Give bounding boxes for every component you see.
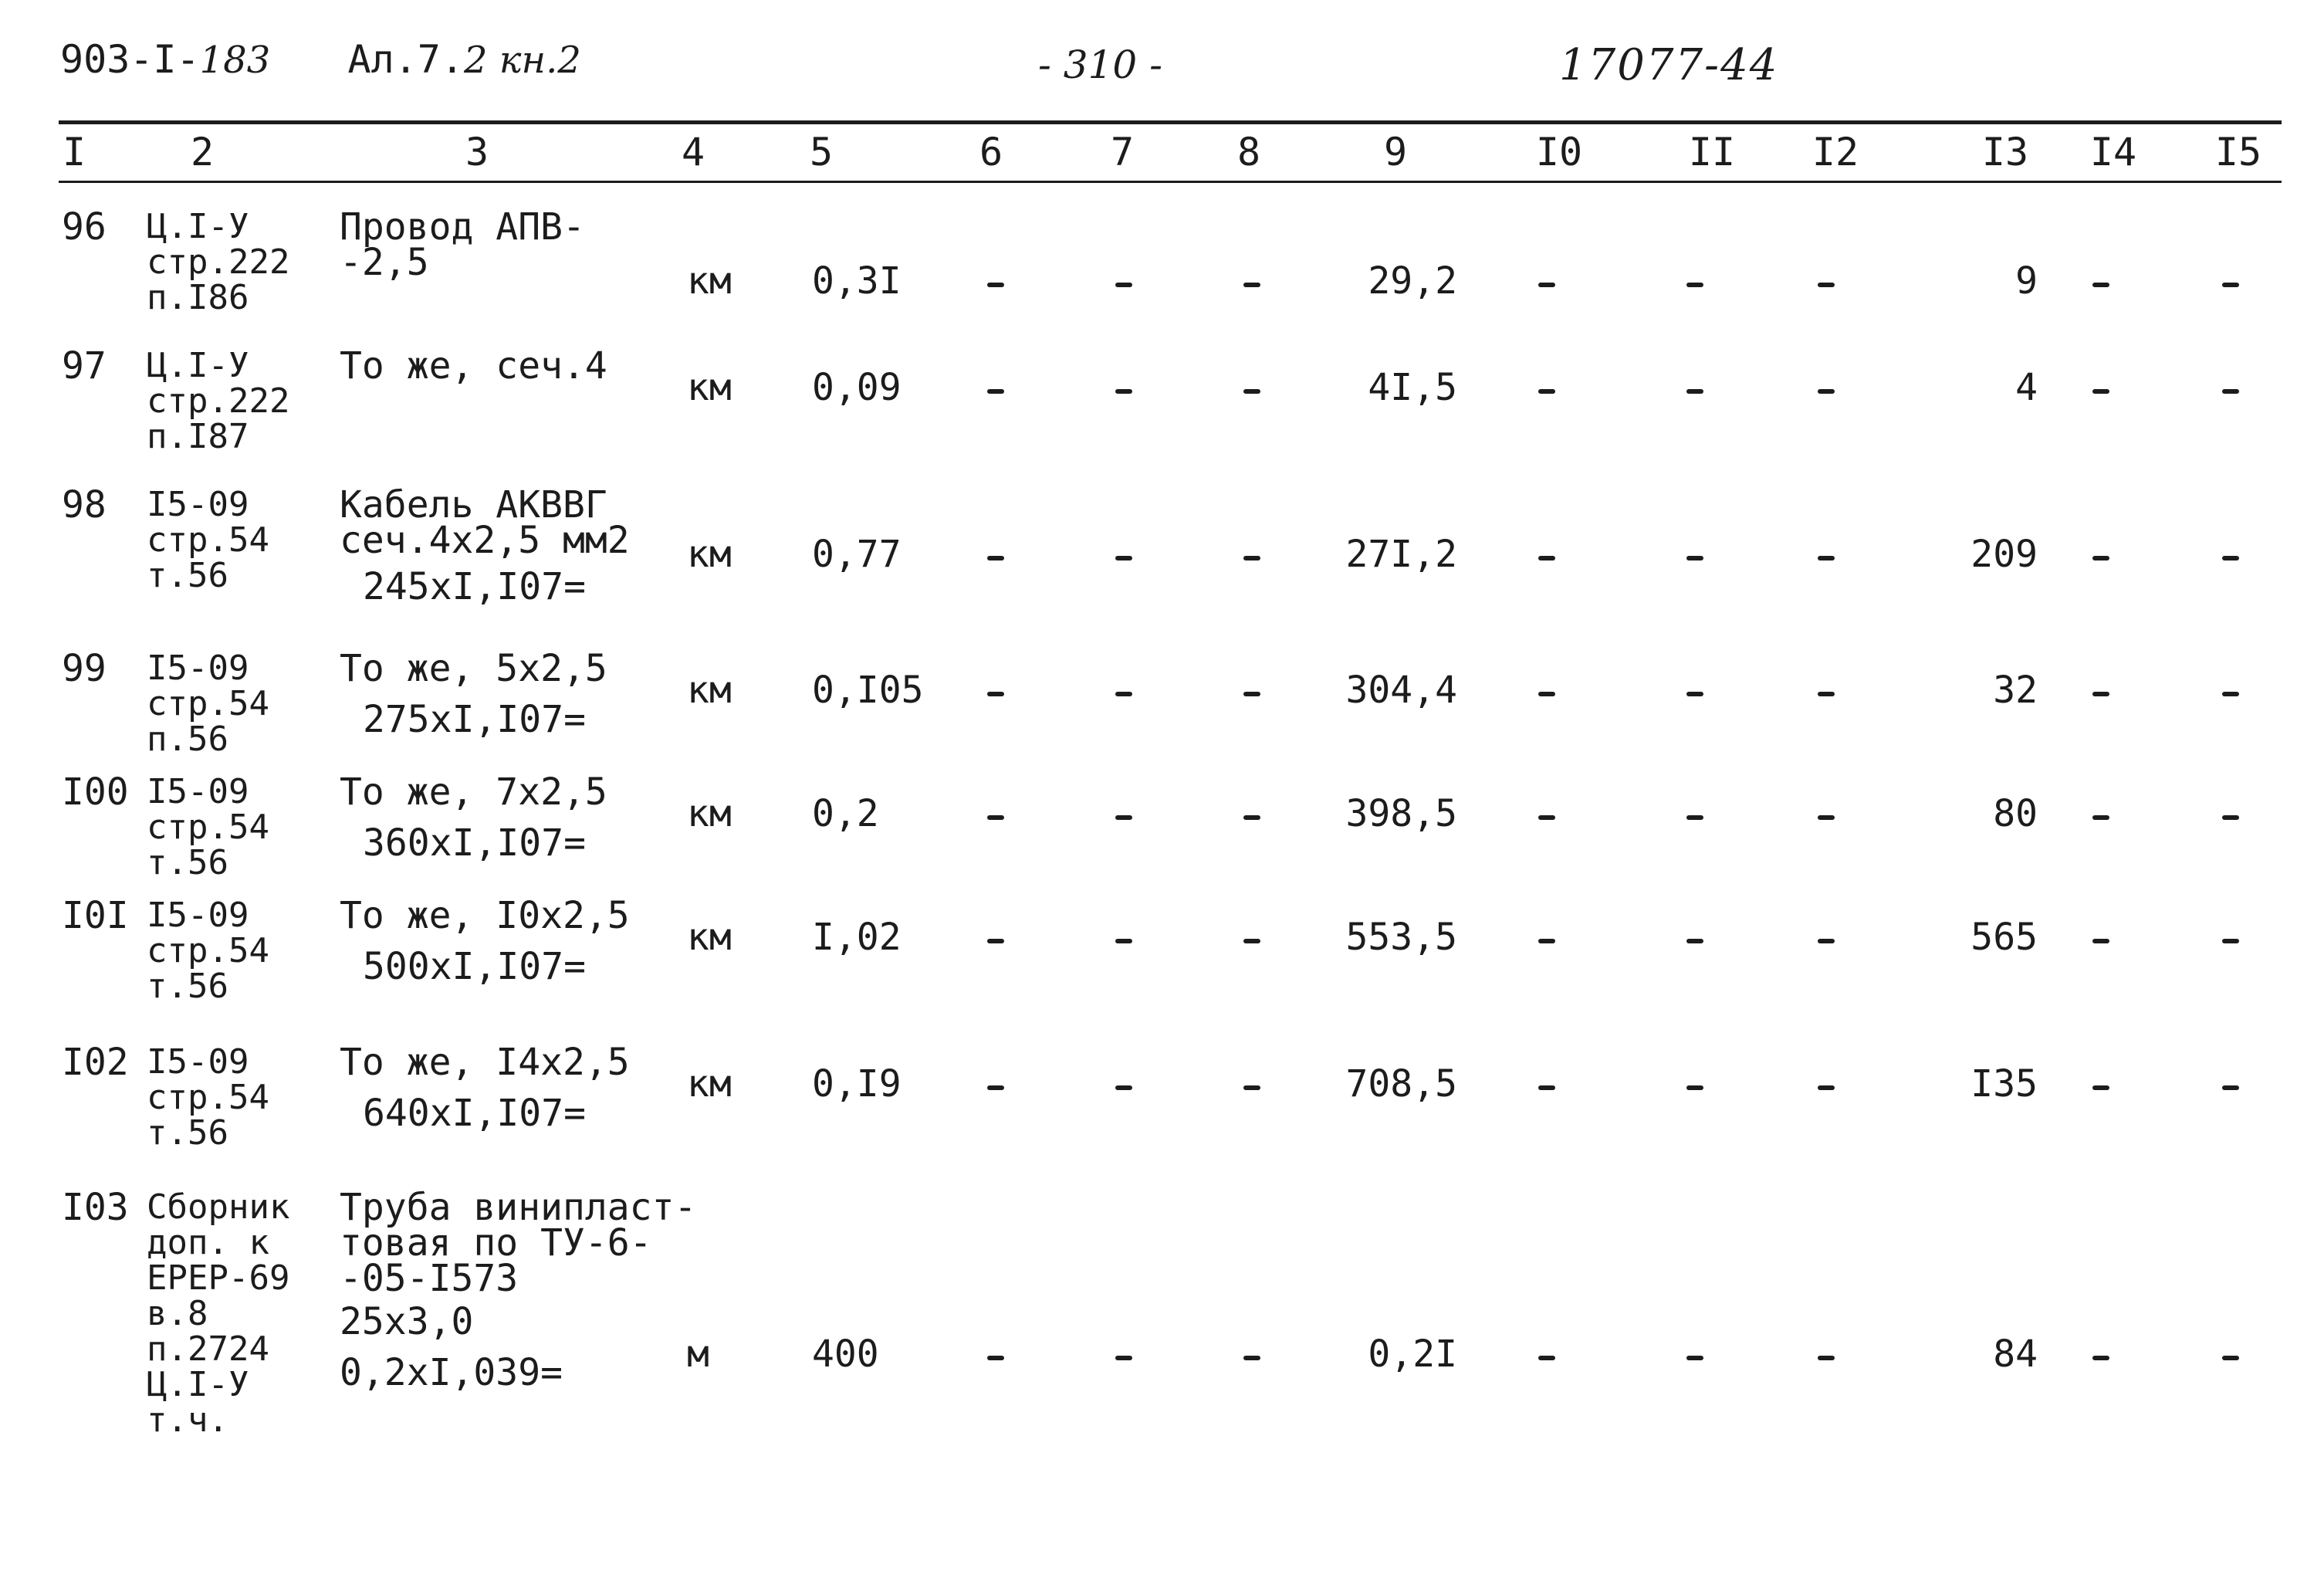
document-code-handwritten: 183: [199, 39, 271, 82]
column-header: I2: [1812, 130, 1859, 174]
document-number: 17077-44: [1559, 40, 1779, 90]
empty-cell-dash: [1818, 283, 1835, 287]
empty-cell-dash: [1243, 1085, 1260, 1090]
column-header: I5: [2214, 130, 2262, 174]
table-top-rule: [59, 120, 2282, 124]
empty-cell-dash: [2222, 692, 2239, 696]
empty-cell-dash: [1115, 692, 1132, 696]
row-reference-line: п.56: [147, 720, 228, 759]
row-reference-line: т.56: [147, 556, 228, 595]
row-calculation: 640хI,I07=: [363, 1092, 586, 1135]
row-unit-price: 398,5: [1345, 792, 1457, 835]
column-header: 2: [190, 130, 215, 174]
row-number: 99: [62, 647, 107, 690]
row-description-line: сеч.4х2,5 мм2: [340, 519, 630, 562]
row-reference-line: I5-09: [147, 648, 249, 688]
row-reference-line: т.ч.: [147, 1400, 228, 1440]
document-code-prefix: 903-I-: [60, 37, 200, 82]
row-unit: км: [687, 792, 732, 835]
column-header: 5: [809, 130, 834, 174]
row-reference-line: I5-09: [147, 1042, 249, 1082]
empty-cell-dash: [2222, 1356, 2239, 1360]
empty-cell-dash: [1115, 939, 1132, 943]
row-description-line: То же, сеч.4: [340, 344, 607, 388]
row-reference-line: стр.54: [147, 931, 269, 970]
row-reference-line: п.2724: [147, 1329, 269, 1369]
empty-cell-dash: [1115, 283, 1132, 287]
row-description-line: товая по ТУ-6-: [340, 1221, 652, 1265]
row-calculation: 275хI,I07=: [363, 698, 586, 741]
row-total: 84: [1993, 1333, 2038, 1376]
empty-cell-dash: [987, 389, 1004, 394]
row-quantity: 0,77: [812, 533, 902, 576]
row-reference-line: Ц.I-У: [147, 1365, 249, 1404]
row-reference-line: п.I87: [147, 417, 249, 456]
row-total: 209: [1970, 533, 2038, 576]
row-unit: км: [687, 259, 732, 303]
empty-cell-dash: [1538, 815, 1555, 820]
row-number: 96: [62, 205, 107, 249]
empty-cell-dash: [1538, 1085, 1555, 1090]
empty-cell-dash: [2092, 1356, 2109, 1360]
row-quantity: 0,2: [812, 792, 879, 835]
row-unit-price: 304,4: [1345, 669, 1457, 712]
empty-cell-dash: [1818, 1085, 1835, 1090]
empty-cell-dash: [1115, 815, 1132, 820]
row-number: I02: [62, 1041, 129, 1084]
empty-cell-dash: [2222, 556, 2239, 560]
row-reference-line: стр.54: [147, 1078, 269, 1117]
empty-cell-dash: [1818, 815, 1835, 820]
empty-cell-dash: [987, 815, 1004, 820]
row-number: I0I: [62, 894, 129, 937]
empty-cell-dash: [987, 556, 1004, 560]
column-header: 7: [1110, 130, 1135, 174]
row-number: I00: [62, 770, 129, 814]
empty-cell-dash: [1818, 1356, 1835, 1360]
table-header-rule: [59, 181, 2282, 183]
empty-cell-dash: [1115, 556, 1132, 560]
empty-cell-dash: [1686, 283, 1703, 287]
empty-cell-dash: [2092, 815, 2109, 820]
row-quantity: I,02: [812, 916, 902, 959]
row-total: 80: [1993, 792, 2038, 835]
empty-cell-dash: [2222, 389, 2239, 394]
empty-cell-dash: [2222, 283, 2239, 287]
row-description-line: -2,5: [340, 241, 429, 284]
row-unit-price: 553,5: [1345, 916, 1457, 959]
empty-cell-dash: [1818, 556, 1835, 560]
empty-cell-dash: [2092, 692, 2109, 696]
empty-cell-dash: [1818, 389, 1835, 394]
row-quantity: 0,I9: [812, 1062, 902, 1106]
empty-cell-dash: [2222, 939, 2239, 943]
column-header: 8: [1236, 130, 1261, 174]
empty-cell-dash: [1686, 556, 1703, 560]
column-header: II: [1688, 130, 1736, 174]
row-number: 97: [62, 344, 107, 388]
row-reference-line: в.8: [147, 1294, 208, 1333]
row-reference-line: стр.222: [147, 242, 290, 282]
column-header: I0: [1535, 130, 1583, 174]
column-header: I: [62, 130, 86, 174]
empty-cell-dash: [2092, 283, 2109, 287]
row-quantity: 0,3I: [812, 259, 902, 303]
row-unit: км: [687, 533, 732, 576]
row-total: 4: [2015, 366, 2038, 409]
empty-cell-dash: [987, 283, 1004, 287]
row-reference-line: ЕРЕР-69: [147, 1258, 290, 1298]
column-header: I4: [2089, 130, 2137, 174]
row-unit-price: 0,2I: [1368, 1333, 1457, 1376]
row-reference-line: п.I86: [147, 278, 249, 317]
row-unit-price: 29,2: [1368, 259, 1457, 303]
row-unit: км: [687, 1062, 732, 1106]
row-unit: км: [687, 669, 732, 712]
page-number: - 310 -: [1038, 42, 1163, 87]
empty-cell-dash: [987, 939, 1004, 943]
empty-cell-dash: [2092, 939, 2109, 943]
empty-cell-dash: [2222, 815, 2239, 820]
empty-cell-dash: [1115, 1356, 1132, 1360]
empty-cell-dash: [1243, 939, 1260, 943]
row-quantity: 0,09: [812, 366, 902, 409]
document-code: [60, 37, 581, 82]
empty-cell-dash: [1538, 389, 1555, 394]
row-calculation: 360хI,I07=: [363, 821, 586, 865]
row-description-line: То же, I0х2,5: [340, 894, 630, 937]
row-description-line: То же, I4х2,5: [340, 1041, 630, 1084]
row-calculation: 245хI,I07=: [363, 565, 586, 608]
row-reference-line: т.56: [147, 967, 228, 1006]
row-description-line: Труба винипласт-: [340, 1186, 697, 1229]
row-reference-line: I5-09: [147, 896, 249, 935]
row-description-line: Провод АПВ-: [340, 205, 585, 249]
column-header: 3: [465, 130, 489, 174]
empty-cell-dash: [987, 692, 1004, 696]
empty-cell-dash: [2222, 1085, 2239, 1090]
column-header: 4: [681, 130, 705, 174]
empty-cell-dash: [1818, 692, 1835, 696]
empty-cell-dash: [1686, 939, 1703, 943]
column-header: I3: [1981, 130, 2029, 174]
empty-cell-dash: [2092, 556, 2109, 560]
album-label: Ал.7.: [347, 37, 464, 82]
row-total: 32: [1993, 669, 2038, 712]
empty-cell-dash: [1115, 1085, 1132, 1090]
empty-cell-dash: [1243, 815, 1260, 820]
row-reference-line: т.56: [147, 1113, 228, 1153]
row-description-line: -05-I573: [340, 1257, 519, 1300]
row-unit-price: 4I,5: [1368, 366, 1457, 409]
row-unit-price: 708,5: [1345, 1062, 1457, 1106]
row-quantity: 0,I05: [812, 669, 924, 712]
row-reference-line: Ц.I-У: [147, 207, 249, 246]
row-unit: км: [687, 916, 732, 959]
row-quantity: 400: [812, 1333, 879, 1376]
row-description-line: 25х3,0: [340, 1300, 474, 1343]
row-unit: м: [687, 1333, 709, 1376]
row-reference-line: стр.54: [147, 684, 269, 723]
empty-cell-dash: [1538, 692, 1555, 696]
empty-cell-dash: [1243, 389, 1260, 394]
row-reference-line: I5-09: [147, 772, 249, 811]
row-total: 9: [2015, 259, 2038, 303]
column-header: 9: [1383, 130, 1408, 174]
empty-cell-dash: [1686, 1085, 1703, 1090]
empty-cell-dash: [2092, 1085, 2109, 1090]
empty-cell-dash: [2092, 389, 2109, 394]
column-header: 6: [979, 130, 1003, 174]
empty-cell-dash: [1243, 556, 1260, 560]
row-description-line: То же, 5х2,5: [340, 647, 607, 690]
row-reference-line: стр.54: [147, 520, 269, 560]
row-unit: км: [687, 366, 732, 409]
row-reference-line: стр.54: [147, 808, 269, 847]
album-handwritten: 2 кн.2: [463, 39, 581, 82]
row-description-line: То же, 7х2,5: [340, 770, 607, 814]
row-total: I35: [1970, 1062, 2038, 1106]
empty-cell-dash: [1686, 389, 1703, 394]
row-description-line: 0,2хI,039=: [340, 1351, 563, 1394]
row-calculation: 500хI,I07=: [363, 945, 586, 988]
empty-cell-dash: [1686, 815, 1703, 820]
row-reference-line: стр.222: [147, 381, 290, 421]
row-number: I03: [62, 1186, 129, 1229]
row-reference-line: доп. к: [147, 1223, 269, 1262]
row-number: 98: [62, 483, 107, 527]
row-reference-line: Ц.I-У: [147, 346, 249, 385]
empty-cell-dash: [987, 1085, 1004, 1090]
empty-cell-dash: [1686, 1356, 1703, 1360]
row-description-line: Кабель АКВВГ: [340, 483, 607, 527]
row-reference-line: I5-09: [147, 485, 249, 524]
empty-cell-dash: [1243, 692, 1260, 696]
empty-cell-dash: [1686, 692, 1703, 696]
empty-cell-dash: [1243, 1356, 1260, 1360]
empty-cell-dash: [1115, 389, 1132, 394]
row-total: 565: [1970, 916, 2038, 959]
empty-cell-dash: [987, 1356, 1004, 1360]
empty-cell-dash: [1538, 1356, 1555, 1360]
row-reference-line: т.56: [147, 843, 228, 882]
row-reference-line: Сборник: [147, 1187, 290, 1227]
empty-cell-dash: [1538, 556, 1555, 560]
empty-cell-dash: [1243, 283, 1260, 287]
empty-cell-dash: [1538, 283, 1555, 287]
empty-cell-dash: [1818, 939, 1835, 943]
row-unit-price: 27I,2: [1345, 533, 1457, 576]
empty-cell-dash: [1538, 939, 1555, 943]
